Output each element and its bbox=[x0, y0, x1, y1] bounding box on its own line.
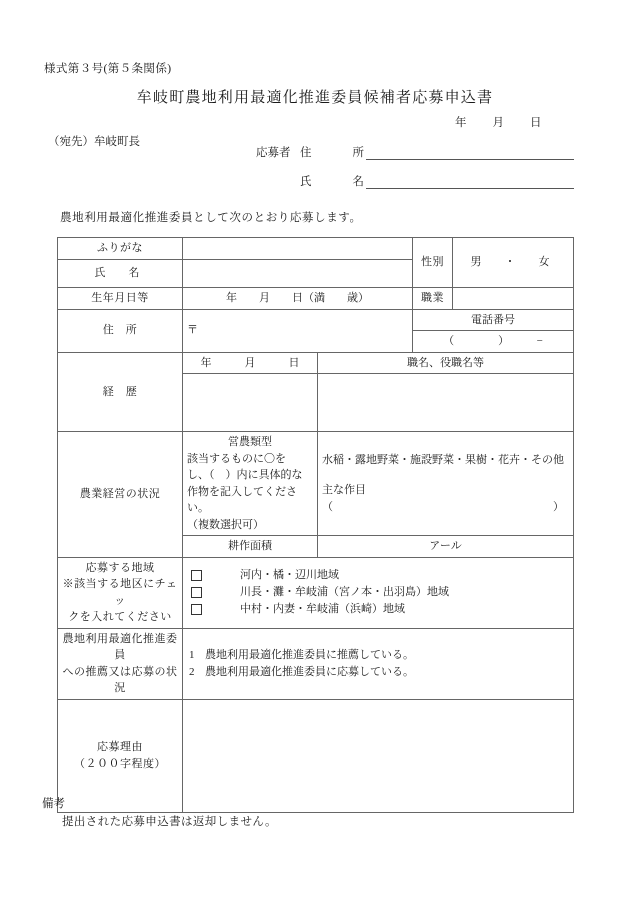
gender-label: 性別 bbox=[413, 238, 453, 288]
recommendation-label-line-1: 農地利用最適化推進委員 bbox=[62, 632, 178, 661]
region-option-1-label: 河内・橘・辺川地域 bbox=[240, 568, 339, 581]
address-label-b: 所 bbox=[352, 147, 364, 159]
applicant-address-row bbox=[256, 144, 574, 160]
applicant-block bbox=[256, 144, 574, 202]
reason-input[interactable] bbox=[183, 699, 574, 812]
date-year-label: 年 bbox=[455, 117, 467, 129]
reason-label-line-1: 応募理由 bbox=[97, 741, 143, 753]
table-row-recommendation bbox=[58, 628, 574, 699]
region-option-2[interactable] bbox=[187, 584, 569, 601]
applicant-address-input[interactable] bbox=[366, 146, 574, 160]
table-row-reason bbox=[58, 699, 574, 812]
farm-type-note-1: 該当するものに〇を bbox=[187, 452, 286, 465]
checkbox-icon[interactable] bbox=[191, 604, 202, 615]
career-title-input[interactable] bbox=[318, 374, 574, 432]
occupation-label: 職業 bbox=[413, 287, 453, 309]
address-label-a: 住 bbox=[300, 147, 312, 159]
recommendation-label bbox=[58, 628, 183, 699]
region-option-1[interactable] bbox=[187, 567, 569, 584]
region-label bbox=[58, 557, 183, 628]
birth-value[interactable]: 年 月 日（満 歳） bbox=[183, 287, 413, 309]
table-row-farm bbox=[58, 432, 574, 536]
reason-label-line-2: （２００字程度） bbox=[74, 757, 166, 770]
notes-body: 提出された応募申込書は返却しません。 bbox=[62, 816, 277, 828]
farm-crop-list[interactable]: 水稲・露地野菜・施設野菜・果樹・花卉・その他 bbox=[322, 453, 564, 466]
gender-choice[interactable]: 男 ・ 女 bbox=[453, 238, 574, 288]
occupation-input[interactable] bbox=[453, 287, 574, 309]
cultivated-area-input[interactable]: アール bbox=[318, 536, 574, 558]
phone-label: 電話番号 bbox=[413, 309, 574, 331]
farm-type-note-5: （複数選択可） bbox=[187, 518, 264, 531]
table-row-career-header bbox=[58, 352, 574, 374]
table-row-birth bbox=[58, 287, 574, 309]
form-number: 様式第３号(第５条関係) bbox=[44, 63, 172, 75]
recommendation-item-2-number: 2 bbox=[189, 665, 195, 678]
farm-type-header: 営農類型 bbox=[228, 436, 272, 448]
applicant-lead-label: 応募者 bbox=[256, 147, 291, 159]
table-row-furigana bbox=[58, 238, 574, 260]
intro-sentence: 農地利用最適化推進委員として次のとおり応募します。 bbox=[60, 212, 362, 224]
recommendation-item-1-label: 農地利用最適化推進委員に推薦している。 bbox=[205, 649, 414, 661]
furigana-label: ふりがな bbox=[58, 238, 183, 260]
region-option-3[interactable] bbox=[187, 601, 569, 618]
date-month-label: 月 bbox=[492, 117, 504, 129]
career-date-header: 年 月 日 bbox=[183, 352, 318, 374]
recommendation-item-1-number: 1 bbox=[189, 649, 195, 661]
name-label-a: 氏 bbox=[300, 176, 312, 188]
addressee: （宛先）牟岐町長 bbox=[48, 136, 140, 148]
furigana-input[interactable] bbox=[183, 238, 413, 260]
farm-type-note-3: 作物を記入してくださ bbox=[187, 485, 297, 498]
recommendation-options bbox=[183, 628, 574, 699]
farm-main-crop-input[interactable]: （ ） bbox=[322, 500, 564, 513]
birth-label: 生年月日等 bbox=[58, 287, 183, 309]
date-day-label: 日 bbox=[530, 117, 542, 129]
reason-label bbox=[58, 699, 183, 812]
notes-title: 備考 bbox=[42, 798, 65, 810]
table-row-address bbox=[58, 309, 574, 331]
date-line bbox=[455, 114, 542, 130]
career-date-input[interactable] bbox=[183, 374, 318, 432]
applicant-name-row bbox=[256, 173, 574, 189]
farm-type-note-2: し、（ ）内に具体的な bbox=[187, 469, 303, 481]
name-label: 氏 名 bbox=[58, 259, 183, 287]
region-option-2-label: 川長・灘・牟岐浦（宮ノ本・出羽島）地域 bbox=[240, 585, 449, 598]
region-label-line-1: 応募する地域 bbox=[85, 561, 155, 574]
cultivated-area-label: 耕作面積 bbox=[183, 536, 318, 558]
checkbox-icon[interactable] bbox=[191, 570, 202, 581]
address-input[interactable]: 〒 bbox=[183, 309, 413, 352]
name-label-b: 名 bbox=[352, 176, 364, 188]
application-table bbox=[57, 237, 574, 813]
farm-crop-options[interactable] bbox=[318, 432, 574, 536]
farm-type-note-4: い。 bbox=[187, 502, 209, 514]
region-label-line-2: ※該当する地区にチェッ bbox=[62, 578, 178, 607]
recommendation-label-line-2: への推薦又は応募の状況 bbox=[62, 665, 178, 694]
career-label: 経 歴 bbox=[58, 352, 183, 432]
checkbox-icon[interactable] bbox=[191, 587, 202, 598]
recommendation-item-2-label: 農地利用最適化推進委員に応募している。 bbox=[205, 665, 414, 678]
farm-main-crop-label: 主な作目 bbox=[322, 484, 366, 497]
farm-type-instructions bbox=[183, 432, 318, 536]
applicant-name-input[interactable] bbox=[366, 175, 574, 189]
region-options bbox=[183, 557, 574, 628]
farm-label: 農業経営の状況 bbox=[58, 432, 183, 558]
region-option-3-label: 中村・内妻・牟岐浦（浜崎）地域 bbox=[240, 603, 405, 616]
recommendation-item-1[interactable] bbox=[187, 647, 569, 664]
phone-input[interactable]: （ ） − bbox=[413, 331, 574, 353]
table-row-regions bbox=[58, 557, 574, 628]
name-input[interactable] bbox=[183, 259, 413, 287]
address-label: 住 所 bbox=[58, 309, 183, 352]
recommendation-item-2[interactable] bbox=[187, 664, 569, 681]
page-title: 牟岐町農地利用最適化推進委員候補者応募申込書 bbox=[136, 90, 494, 106]
region-label-line-3: クを入れてください bbox=[68, 611, 172, 623]
career-title-header: 職名、役職名等 bbox=[318, 352, 574, 374]
